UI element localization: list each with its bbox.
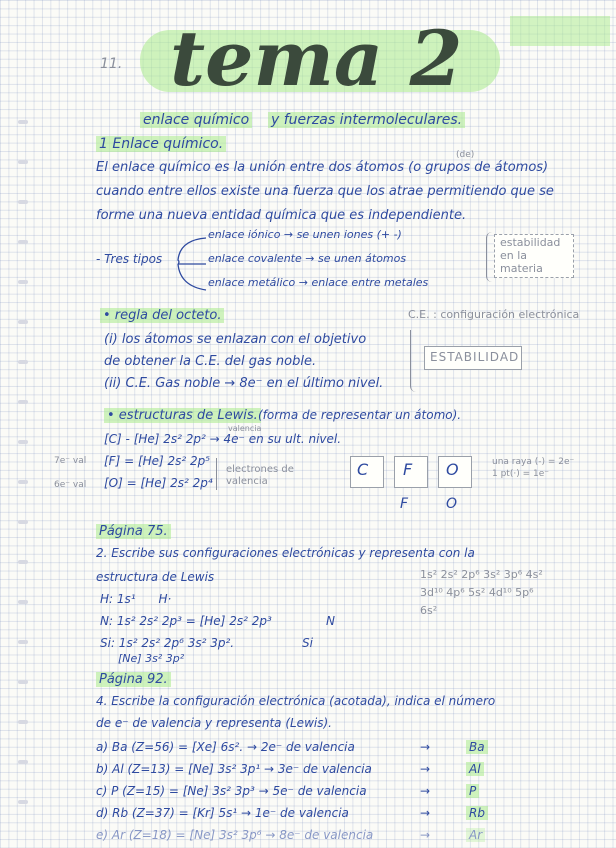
config-o: [O] = [He] 2s² 2p⁴: [104, 476, 213, 490]
lewis-symbol: Ar: [466, 828, 485, 842]
question-line: 4. Escribe la configuración electrónica (acotada), indica el número: [96, 694, 496, 708]
answer-si-short: [Ne] 3s² 3p²: [118, 652, 185, 665]
answer-h: H: 1s¹ H·: [100, 592, 172, 606]
page-ref-92: Página 92.: [96, 672, 171, 687]
binder-hole: [18, 560, 28, 564]
question-line: de e⁻ de valencia y representa (Lewis).: [96, 716, 332, 730]
answer-si: Si: 1s² 2s² 2p⁶ 3s² 3p².: [100, 636, 235, 650]
note-c: valencia: [228, 424, 262, 433]
title-subtitle-b: y fuerzas intermoleculares.: [268, 112, 465, 128]
binder-hole: [18, 400, 28, 404]
lewis-symbol-c: C: [357, 460, 369, 479]
binder-hole: [18, 320, 28, 324]
side-note-f: 7e⁻ val: [54, 456, 87, 466]
answer-row: c) P (Z=15) = [Ne] 3s² 3p³ → 5e⁻ de valencia: [96, 784, 367, 798]
stability-label: ESTABILIDAD: [430, 350, 520, 364]
binder-hole: [18, 240, 28, 244]
types-label: - Tres tipos: [96, 252, 163, 266]
config-c: [C] - [He] 2s² 2p² → 4e⁻ en su ult. nivel.: [104, 432, 342, 446]
page-ref-75: Página 75.: [96, 524, 171, 539]
binder-hole: [18, 480, 28, 484]
question-line: 2. Escribe sus configuraciones electrónicas y representa con la: [96, 546, 475, 560]
binder-hole: [18, 680, 28, 684]
stability-note: estabilidad en la materia: [500, 236, 561, 275]
octet-line: de obtener la C.E. del gas noble.: [104, 354, 317, 369]
paragraph-line: forme una nueva entidad química que es independiente.: [96, 208, 467, 223]
valence-brace: [216, 458, 223, 490]
highlight-strip: [510, 16, 610, 46]
binder-hole: [18, 440, 28, 444]
page-title: tema 2: [170, 14, 463, 103]
row-arrow: →: [420, 828, 431, 842]
binder-hole: [18, 360, 28, 364]
binder-hole: [18, 200, 28, 204]
lewis-n: N: [326, 614, 335, 628]
config-f: [F] = [He] 2s² 2p⁵: [104, 454, 211, 468]
lewis-extra-o: O: [446, 496, 458, 512]
lewis-heading: • estructuras de Lewis.: [104, 408, 261, 423]
lewis-extra-f: F: [400, 496, 409, 512]
binder-hole: [18, 520, 28, 524]
lewis-symbol: Ba: [466, 740, 488, 754]
bracket-icon: [172, 234, 208, 294]
bond-type: enlace iónico → se unen iones (+ -): [208, 228, 402, 241]
ce-note: C.E. : configuración electrónica: [408, 308, 580, 321]
lewis-symbol-f: F: [403, 460, 413, 479]
aufbau-diagram: 1s² 2s² 2p⁶ 3s² 3p⁶ 4s² 3d¹⁰ 4p⁶ 5s² 4d¹⁰ 5p⁶ 6s²: [420, 568, 543, 617]
section-heading: 1 Enlace químico.: [96, 136, 226, 152]
lewis-symbol: P: [466, 784, 479, 798]
binder-hole: [18, 640, 28, 644]
row-arrow: →: [420, 740, 431, 754]
binder-hole: [18, 760, 28, 764]
paragraph-line: El enlace químico es la unión entre dos átomos (o grupos de átomos): [96, 160, 549, 175]
octet-line: (i) los átomos se enlazan con el objetivo: [104, 332, 367, 347]
page-number: 11.: [100, 56, 123, 72]
answer-row: e) Ar (Z=18) = [Ne] 3s² 3p⁶ → 8e⁻ de valencia: [96, 828, 374, 842]
row-arrow: →: [420, 784, 431, 798]
lewis-symbol: Rb: [466, 806, 488, 820]
lewis-si: Si: [302, 636, 313, 650]
bond-type: enlace covalente → se unen átomos: [208, 252, 407, 265]
binder-hole: [18, 720, 28, 724]
binder-hole: [18, 800, 28, 804]
binder-hole: [18, 600, 28, 604]
title-subtitle-a: enlace químico: [140, 112, 252, 128]
note-above: (de): [456, 150, 475, 160]
question-line: estructura de Lewis: [96, 570, 215, 584]
answer-n: N: 1s² 2s² 2p³ = [He] 2s² 2p³: [100, 614, 272, 628]
dot-note: una raya (-) = 2e⁻ 1 pt(·) = 1e⁻: [492, 457, 575, 479]
octet-line: (ii) C.E. Gas noble → 8e⁻ en el último nivel.: [104, 376, 384, 391]
answer-row: b) Al (Z=13) = [Ne] 3s² 3p¹ → 3e⁻ de valencia: [96, 762, 372, 776]
row-arrow: →: [420, 762, 431, 776]
answer-row: d) Rb (Z=37) = [Kr] 5s¹ → 1e⁻ de valencia: [96, 806, 349, 820]
octet-heading: • regla del octeto.: [100, 308, 224, 323]
lewis-symbol-o: O: [446, 460, 459, 479]
valence-label: electrones de valencia: [226, 464, 294, 487]
octet-brace: [410, 330, 419, 392]
lewis-symbol: Al: [466, 762, 484, 776]
paragraph-line: cuando entre ellos existe una fuerza que los atrae permitiendo que se: [96, 184, 554, 199]
answer-row: a) Ba (Z=56) = [Xe] 6s². → 2e⁻ de valencia: [96, 740, 355, 754]
row-arrow: →: [420, 806, 431, 820]
binder-hole: [18, 280, 28, 284]
binder-hole: [18, 120, 28, 124]
binder-hole: [18, 160, 28, 164]
side-note-o: 6e⁻ val: [54, 480, 87, 490]
bond-type: enlace metálico → enlace entre metales: [208, 276, 429, 289]
lewis-heading-note: (forma de representar un átomo).: [258, 408, 462, 422]
